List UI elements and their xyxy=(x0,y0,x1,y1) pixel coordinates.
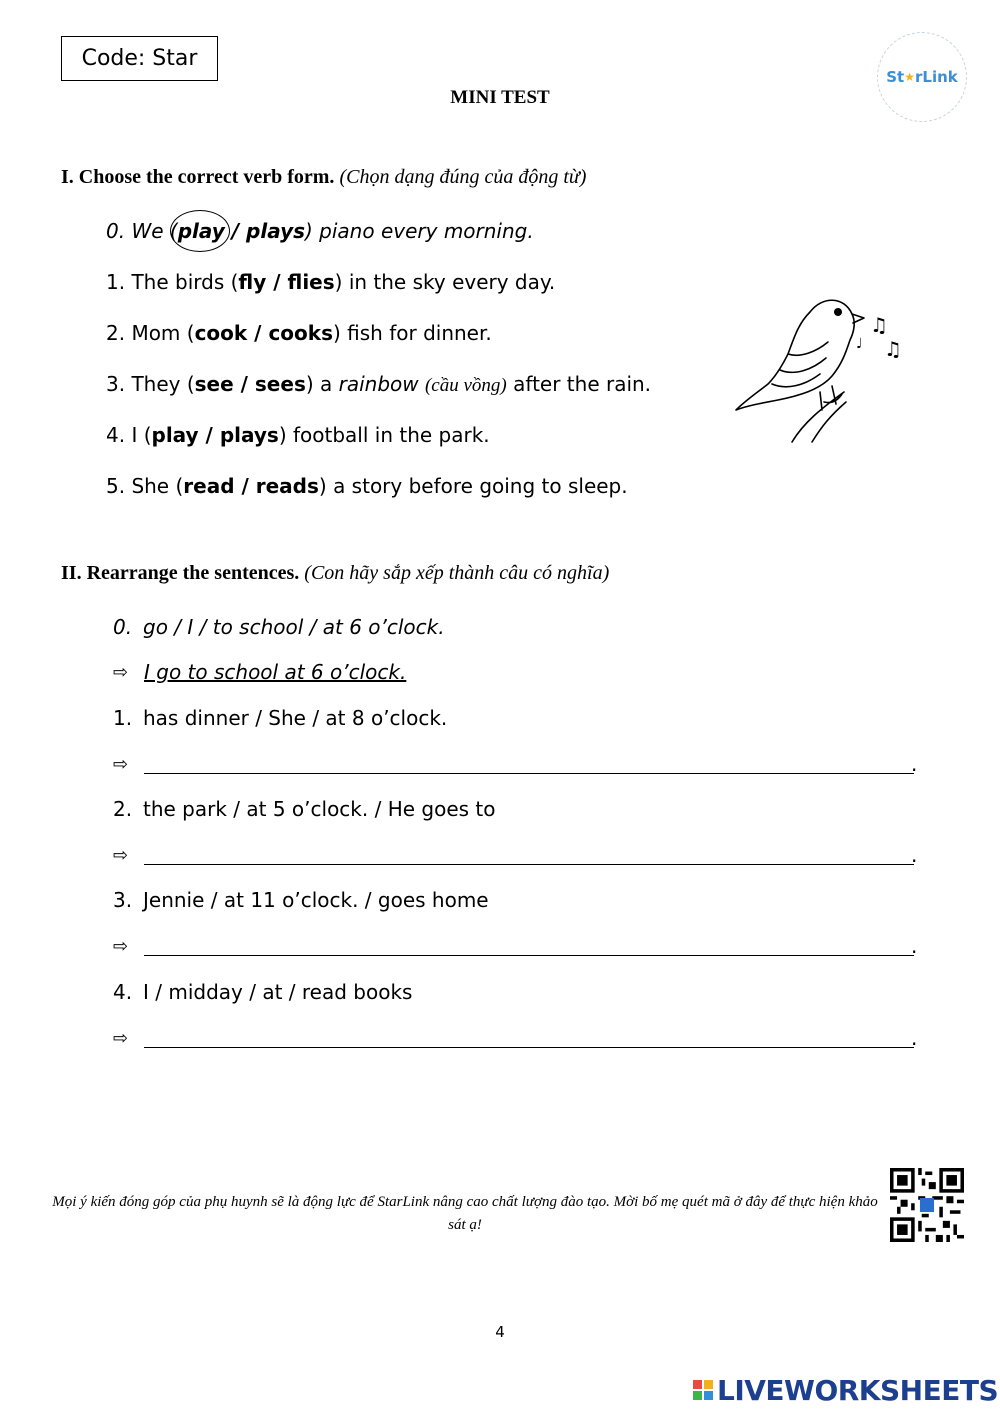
item3-options[interactable]: see / sees xyxy=(194,372,306,396)
item0-pre: 0. We ( xyxy=(106,219,178,243)
svg-text:♩: ♩ xyxy=(856,336,863,352)
item2-options[interactable]: cook / cooks xyxy=(194,321,333,345)
section1-item-4 xyxy=(106,423,490,447)
arrow-icon: ⇨ xyxy=(113,662,129,683)
item4-post: ) football in the park. xyxy=(278,423,490,447)
item1-post: ) in the sky every day. xyxy=(334,270,556,294)
arrow-icon: ⇨ xyxy=(113,845,129,866)
section1-heading-bold: I. Choose the correct verb form. xyxy=(61,166,335,188)
section2-heading-bold: II. Rearrange the sentences. xyxy=(61,562,300,584)
example-prompt: go / I / to school / at 6 o’clock. xyxy=(143,615,445,639)
answer-line-3[interactable] xyxy=(144,954,914,956)
item3-word: rainbow xyxy=(338,372,419,396)
item0-post: ) piano every morning. xyxy=(305,219,534,243)
page-number: 4 xyxy=(495,1323,505,1341)
answer-line-4[interactable] xyxy=(144,1046,914,1048)
item5-options[interactable]: read / reads xyxy=(183,474,319,498)
section1-heading xyxy=(61,166,586,189)
item-prompt: the park / at 5 o’clock. / He goes to xyxy=(143,797,496,821)
wing-line-1 xyxy=(788,342,828,355)
section1-item-3 xyxy=(106,372,651,397)
wing-line-3 xyxy=(772,374,820,387)
item4-pre: 4. I ( xyxy=(106,423,152,447)
section2-item-4 xyxy=(113,980,412,1004)
section2-example-answer xyxy=(144,660,406,684)
item4-options[interactable]: play / plays xyxy=(151,423,279,447)
item0-sep: / xyxy=(224,219,247,243)
arrow-icon: ⇨ xyxy=(113,1028,129,1049)
svg-text:♫: ♫ xyxy=(884,337,902,361)
item-prompt: I / midday / at / read books xyxy=(143,980,413,1004)
feedback-note: Mọi ý kiến đóng góp của phụ huynh sẽ là động lực để StarLink nâng cao chất lượng đào tạo. Mời bố mẹ quét mã ở đây để thực hiện khảo sát ạ! xyxy=(52,1194,878,1233)
code-label: Code: Star xyxy=(61,36,218,81)
singing-bird-illustration xyxy=(732,292,912,452)
line-end: . xyxy=(911,752,918,776)
line-end: . xyxy=(911,934,918,958)
answer-line-1[interactable] xyxy=(144,772,914,774)
section1-item-1 xyxy=(106,270,555,294)
section2-heading xyxy=(61,562,609,585)
brand-logo-icon xyxy=(693,1380,713,1400)
brand-text: LIVEWORKSHEETS xyxy=(717,1373,999,1407)
section2-heading-italic: (Con hãy sắp xếp thành câu có nghĩa) xyxy=(304,562,610,584)
answer-circle xyxy=(170,210,230,252)
item-num: 2. xyxy=(113,797,133,821)
item3-pre: 3. They ( xyxy=(106,372,195,396)
liveworksheets-brand[interactable] xyxy=(693,1374,998,1406)
bird-legs xyxy=(820,386,836,410)
logo-text-b: rLink xyxy=(914,68,958,86)
item1-pre: 1. The birds ( xyxy=(106,270,239,294)
qr-code[interactable] xyxy=(890,1168,964,1242)
example-answer: I go to school at 6 o’clock. xyxy=(144,660,407,684)
item3-mid: ) a xyxy=(305,372,339,396)
section2-item-2 xyxy=(113,797,496,821)
section1-item-2 xyxy=(106,321,492,345)
branch xyxy=(792,392,846,442)
item-prompt: has dinner / She / at 8 o’clock. xyxy=(143,706,448,730)
item5-post: ) a story before going to sleep. xyxy=(318,474,628,498)
item-num: 4. xyxy=(113,980,133,1004)
logo-star-icon: ★ xyxy=(904,70,915,84)
item-prompt: Jennie / at 11 o’clock. / goes home xyxy=(143,888,489,912)
line-end: . xyxy=(911,843,918,867)
section1-item-5 xyxy=(106,474,628,498)
item2-post: ) fish for dinner. xyxy=(333,321,492,345)
item2-pre: 2. Mom ( xyxy=(106,321,195,345)
example-num: 0. xyxy=(113,615,133,639)
music-notes-icon xyxy=(856,313,902,361)
section2-example-prompt xyxy=(113,615,445,639)
bird-eye xyxy=(834,308,842,316)
section2-item-1 xyxy=(113,706,447,730)
svg-text:♫: ♫ xyxy=(870,313,888,337)
page-title: MINI TEST xyxy=(450,87,550,108)
section1-heading-italic: (Chọn dạng đúng của động từ) xyxy=(339,166,587,188)
line-end: . xyxy=(911,1026,918,1050)
item0-option-b[interactable]: plays xyxy=(246,219,306,243)
answer-line-2[interactable] xyxy=(144,863,914,865)
item-num: 1. xyxy=(113,706,133,730)
item0-option-a[interactable]: play xyxy=(177,219,225,243)
arrow-icon: ⇨ xyxy=(113,754,129,775)
item1-options[interactable]: fly / flies xyxy=(238,270,335,294)
section2-item-3 xyxy=(113,888,489,912)
logo-text-a: St xyxy=(886,68,905,86)
section1-item-0 xyxy=(106,219,534,243)
item3-post: after the rain. xyxy=(506,372,652,396)
item3-gloss: (cầu vồng) xyxy=(424,375,507,396)
item5-pre: 5. She ( xyxy=(106,474,184,498)
arrow-icon: ⇨ xyxy=(113,936,129,957)
wing-line-2 xyxy=(780,358,826,372)
item-num: 3. xyxy=(113,888,133,912)
